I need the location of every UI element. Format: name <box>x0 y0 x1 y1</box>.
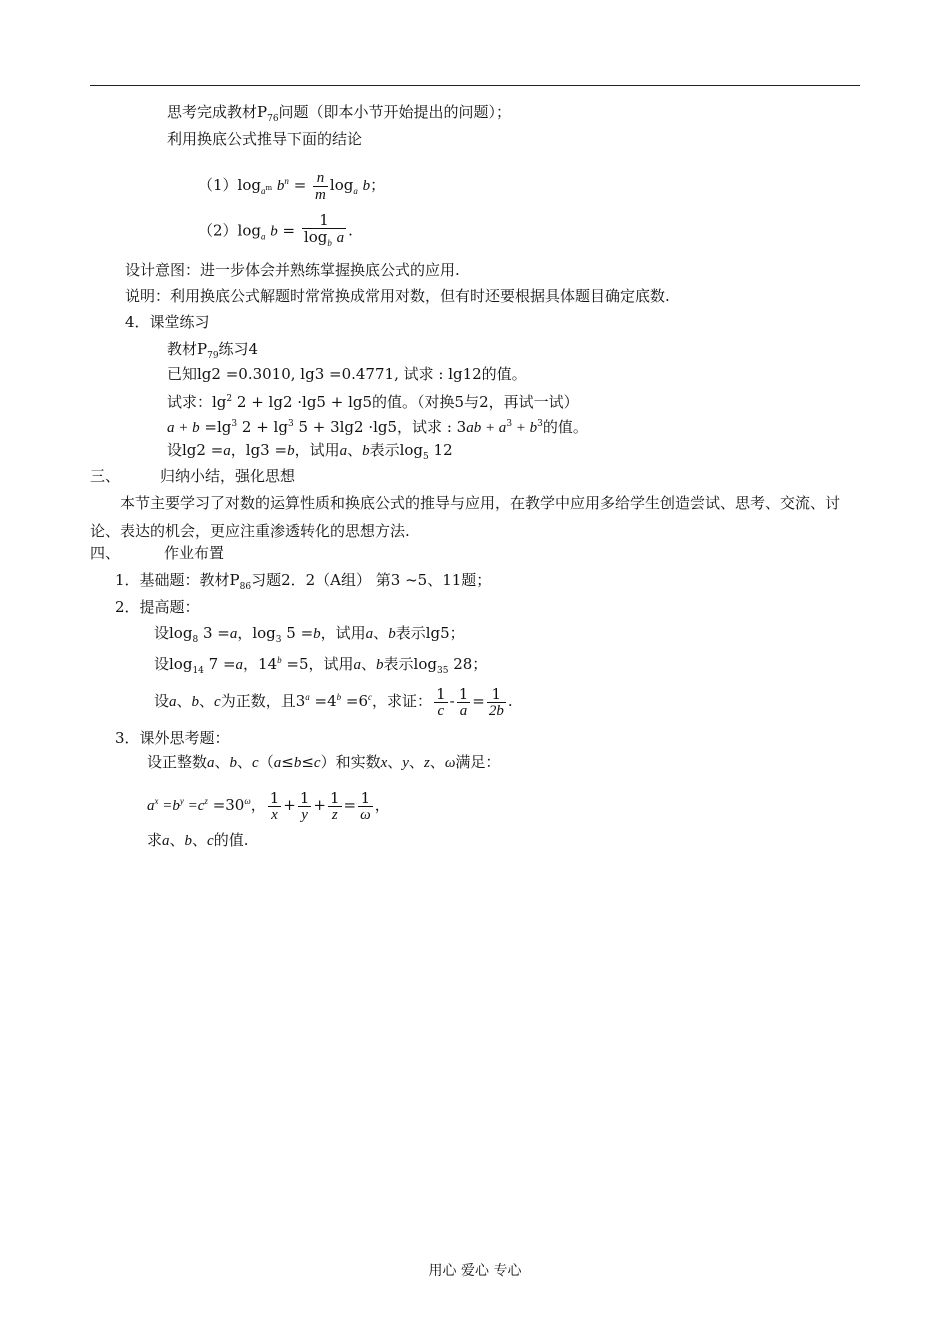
exercise-2: 已知lg2 =0.3010, lg3 =0.4771, 试求 : lg12的值。 <box>167 365 527 383</box>
exercise-1: 教材$P_{79}$练习4 <box>167 340 259 361</box>
homework-heading: 四、 作业布置 <box>90 544 225 562</box>
exercise-4: $a + b =\lg^3$ $2 + \lg^3 5 + 3\lg 2 \cdot\lg 5$，试求 : $3ab + a^3 + b^3$的值。 <box>167 418 588 436</box>
homework-advanced-title: 2．提高题： <box>115 598 200 616</box>
homework-advanced-1: 设$\log_8 3 =a$，$\log_3 5 =b$，试用a、b表示lg5； <box>154 624 465 645</box>
fraction-1-over-log: $\frac{1}{\log_b a}$ <box>302 212 346 251</box>
design-intent: 设计意图：进一步体会并熟练掌握换底公式的应用. <box>125 261 460 279</box>
formula-2: $(2)\log_a$ b = $\frac{1}{\log_b a}$ . <box>198 212 353 252</box>
section-3-heading: 三、 归纳小结，强化思想 <box>90 467 296 485</box>
section-3-paragraph: 本节主要学习了对数的运算性质和换底公式的推导与应用，在教学中应用多给学生创造尝试、思考、交流、讨论、表达的机会，更应注重渗透转化的思想方法. <box>90 494 841 540</box>
section-4-title: 4．课堂练习 <box>125 313 210 331</box>
exercise-5: 设lg2 =a，lg3 =b，试用a、b表示$\log_5 12$ <box>167 441 453 462</box>
homework-advanced-2: 设$\log_{14} 7 =a$，$14^b =5$，试用a、b表示$\log_{35} 28$； <box>154 655 488 676</box>
homework-extension-3: 求a、b、c的值. <box>147 831 249 849</box>
exercise-3: 试求：$\lg^2 2 + \lg 2 \cdot\lg 5 + \lg 5$的值。（对换5与2，再试一试） <box>167 393 579 411</box>
header-rule <box>90 85 860 86</box>
page-footer: 用心 爱心 专心 <box>428 1263 522 1279</box>
homework-basic: 1．基础题：教材$P_{86}$习题2．2（A组） 第3 ~5、11题； <box>115 571 492 592</box>
intro-line-1: 思考完成教材$P_{76}$问题（即本小节开始提出的问题）； <box>167 103 512 124</box>
formula-1: $(1)\log_{a^m}$ $b^n$ = $\frac{n}{m}$ $\log_a b$； <box>198 169 386 203</box>
note: 说明：利用换底公式解题时常常换成常用对数，但有时还要根据具体题目确定底数. <box>125 287 670 305</box>
homework-extension-1: 设正整数a、b、c（a≤b≤c）和实数x、y、z、ω满足： <box>147 753 501 771</box>
homework-extension-title: 3．课外思考题： <box>115 729 230 747</box>
homework-extension-2: $a^x =b^y =c^z =30^\omega$， $\frac{1}{x}$ + $\frac{1}{y}$ + $\frac{1}{z}$ = $\frac{1}{\omega}$ ， <box>147 788 390 823</box>
intro-line-2: 利用换底公式推导下面的结论 <box>167 130 363 148</box>
fraction-n-over-m: $\frac{n}{m}$ <box>315 169 326 203</box>
homework-advanced-3: 设a、b、c为正数，且$3^a =4^b =6^c$，求证： $\frac{1}{c}$ - $\frac{1}{a}$ = $\frac{1}{2b}$ . <box>154 684 513 719</box>
